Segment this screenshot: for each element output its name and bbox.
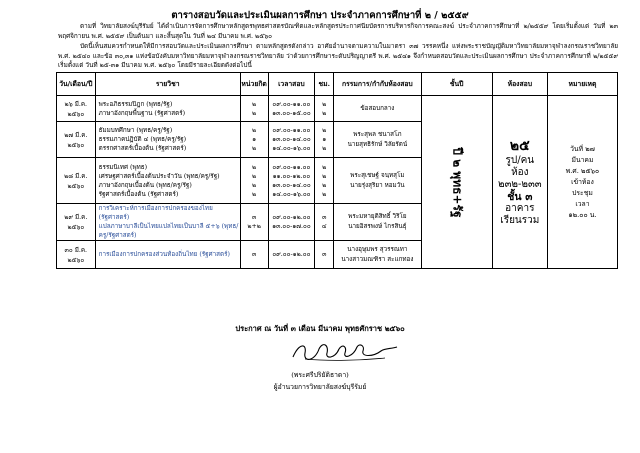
times-list: [268, 204, 315, 241]
note-line: ๑๒.๐๐ น.: [568, 210, 597, 219]
room-label: ห้อง: [511, 167, 529, 178]
hours-list: [315, 241, 334, 269]
times-value: ๐๙.๐๐-๑๑.๐๐: [272, 163, 311, 171]
room-cell: [492, 96, 547, 269]
subject-list: [95, 241, 240, 269]
header-room: ห้องสอบ: [492, 73, 547, 96]
signer-title: ผู้อำนวยการวิทยาลัยสงฆ์บุรีรัมย์: [273, 383, 367, 391]
exam-schedule-table: [56, 72, 618, 269]
table-row: [57, 96, 618, 122]
header-time: เวลาสอบ: [268, 73, 315, 96]
hours-value: ๒: [322, 145, 327, 152]
table-header-row: [57, 73, 618, 96]
credits-list: [240, 241, 268, 269]
committee-member: นายอิสรพงษ์ ไกรสินธุ์: [348, 223, 407, 230]
note-cell: [547, 96, 617, 269]
subject-name: พระอภิธรรมปิฎก (พุทธ/รัฐ): [98, 100, 173, 108]
room-capacity-unit: รูป/คน: [505, 155, 535, 166]
committee-member: ข้อสอบกลาง: [360, 104, 395, 112]
credits-value: ๒: [252, 127, 257, 134]
times-value: ๑๓.๐๐-๑๔.๐๐: [272, 181, 311, 189]
room-code: ๒๓๒-๒๓๓: [497, 179, 542, 190]
credits-value: ๒: [252, 190, 257, 198]
hours-value: ๒: [322, 127, 327, 134]
header-credits: หน่วยกิต: [240, 73, 268, 96]
announcement: ประกาศ ณ วันที่ ๓ เดือน มีนาคม พุทธศักราช ๒๕๖๐: [235, 324, 405, 333]
committee-member: นางอุษุมพร สุวรรณทา: [347, 245, 408, 253]
credits-value: ๒: [252, 172, 257, 180]
room-floor: ชั้น ๓: [507, 191, 533, 203]
hours-value: ๒: [322, 109, 327, 117]
subject-name: การเมืองการปกครองส่วนท้องถิ่นไทย (รัฐศาสตร์): [98, 251, 230, 258]
exam-date: ๒๖ มี.ค. ๒๕๖๐: [57, 96, 96, 122]
subject-list: [95, 96, 240, 122]
credits-value: ๒: [252, 109, 257, 117]
hours-value: ๒: [322, 181, 327, 189]
header-subject: รายวิชา: [95, 73, 240, 96]
note-line: พ.ศ. ๒๕๖๐: [565, 166, 600, 175]
times-list: [268, 241, 315, 269]
times-value: ๑๔.๐๐-๑๖.๐๐: [272, 190, 311, 198]
committee-member: นายสุทธิรักษ์ วิลัยรัตน์: [347, 140, 408, 148]
credits-value: ๒: [252, 181, 257, 189]
note-line: เวลา: [575, 199, 590, 208]
times-list: [268, 96, 315, 122]
times-list: [268, 158, 315, 204]
exam-date: ๒๙ มี.ค. ๒๕๖๐: [57, 204, 96, 241]
year-label: ปี ๒ พุทธ+รัฐ: [450, 146, 465, 218]
page-title: ตารางสอบวัดและประเมินผลการศึกษา ประจำภาคการศึกษาที่ ๒ / ๒๕๕๙: [171, 10, 469, 21]
room-capacity-number: ๒๕: [509, 138, 530, 154]
committee-member: พระสุพล ชนาสโภ: [353, 130, 402, 138]
hours-value: ๒: [322, 163, 327, 171]
times-value: ๐๙.๐๐-๑๒.๐๐: [272, 251, 311, 258]
credits-value: ๒: [252, 145, 257, 152]
times-value: ๑๓.๐๐-๑๗.๐๐: [272, 223, 311, 230]
hours-value: ๓: [322, 214, 327, 221]
subject-name: ธรรมภาคปฏิบัติ ๔ (พุทธ/ครู/รัฐ): [98, 136, 187, 143]
credits-value: ๑: [252, 136, 257, 143]
subject-list: [95, 158, 240, 204]
hours-list: [315, 158, 334, 204]
committee-member: นางสาวมณฑิรา สะแกทอง: [341, 255, 414, 263]
subject-name: การวิเคราะห์การเมืองการปกครองของไทย (รัฐศาสตร์): [98, 205, 213, 221]
hours-value: ๔: [321, 223, 327, 230]
hours-list: [315, 122, 334, 158]
hours-value: ๒: [322, 190, 327, 198]
hours-value: ๒: [322, 100, 327, 108]
hours-value: ๑: [322, 136, 327, 143]
subject-name: ธัมมบทศึกษา (พุทธ/ครู/รัฐ): [98, 127, 173, 134]
header-date: วัน/เดือน/ปี: [57, 73, 96, 96]
times-list: [268, 122, 315, 158]
committee-list: [334, 122, 421, 158]
times-value: ๑๔.๐๐-๑๖.๐๐: [272, 145, 311, 152]
credits-list: [240, 158, 268, 204]
credits-value: ๓: [251, 251, 257, 258]
times-value: ๐๙.๐๐-๑๒.๐๐: [272, 214, 311, 221]
header-year: ชั้นปี: [421, 73, 492, 96]
exam-date: ๓๐ มี.ค. ๒๕๖๐: [57, 241, 96, 269]
committee-list: [334, 204, 421, 241]
times-value: ๐๙.๐๐-๑๑.๐๐: [272, 100, 311, 108]
room-building-1: อาคาร: [505, 203, 535, 214]
credits-list: [240, 204, 268, 241]
committee-list: [334, 96, 421, 122]
header-hours: ชม.: [315, 73, 334, 96]
credits-value: ๒: [252, 163, 257, 171]
intro-paragraph-1: ตามที่ วิทยาลัยสงฆ์บุรีรัมย์ ได้ดำเนินการจัดการศึกษาหลักสูตรพุทธศาสตรบัณฑิตและหลักสูตรประกาศนียบัตรการบริหารกิจการคณะสงฆ์ ประจำภาคการศึกษาที่ ๒/๒๕๕๙ โดยเริ่มตั้งแต่ วันที่ ๒๓ พฤศจิกายน พ.ศ. ๒๕๕๙ เป็นต้นมา และสิ้นสุดใน วันที่ ๒๔ มีนาคม พ.ศ. ๒๕๖๐: [58, 22, 618, 40]
subject-name: รัฐศาสตร์เบื้องต้น (รัฐศาสตร์): [98, 190, 179, 198]
credits-list: [240, 122, 268, 158]
signature-image: [285, 339, 405, 365]
subject-name: ตรรกศาสตร์เบื้องต้น (รัฐศาสตร์): [98, 145, 187, 152]
subject-name: ภาษาอังกฤษพื้นฐาน (รัฐศาสตร์): [98, 109, 186, 117]
committee-list: [334, 241, 421, 269]
times-value: ๑๑.๐๐-๑๒.๐๐: [272, 172, 311, 180]
subject-name: แปลภาษาบาลีเป็นไทยแปลไทยเป็นบาลี ๕+๖ (พุทธ/ครู/รัฐศาสตร์): [98, 223, 239, 239]
times-value: ๐๙.๐๐-๑๑.๐๐: [272, 127, 311, 134]
subject-name: ภาษาอังกฤษเบื้องต้น (พุทธ/ครู/รัฐ): [98, 181, 192, 189]
hours-list: [315, 96, 334, 122]
credits-value: ๓: [251, 214, 257, 221]
hours-value: ๒: [322, 172, 327, 180]
subject-name: ธรรมนิเทศ (พุทธ): [98, 163, 148, 171]
note-line: วันที่ ๒๗: [570, 144, 595, 153]
credits-value: ๒: [252, 100, 257, 108]
times-value: ๑๓.๐๐-๑๕.๐๐: [272, 109, 311, 117]
credits-value: ๒+๒: [247, 223, 261, 230]
signer-block: [0, 369, 640, 393]
committee-list: [334, 158, 421, 204]
header-note: หมายเหตุ: [547, 73, 617, 96]
intro-paragraph-2: บัดนี้เห็นสมควรกำหนดให้มีการสอบวัดและประเมินผลการศึกษา ตามหลักสูตรดังกล่าว อาศัยอำนาจตามความในมาตรา ๓๗ วรรคหนึ่ง แห่งพระราชบัญญัติมหาวิทยาลัยมหาจุฬาลงกรณราชวิทยาลัย พ.ศ. ๒๕๔๐ และข้อ ๓๐,๓๑ แห่งข้อบังคับมหาวิทยาลัยมหาจุฬาลงกรณราชวิทยาลัย ว่าด้วยการศึกษาระดับปริญญาตรี พ.ศ. ๒๕๔๑ จึงกำหนดสอบวัดและประเมินผลการศึกษา ประจำภาคการศึกษาที่ ๒/๒๕๕๙ เริ่มตั้งแต่ วันที่ ๒๕-๓๑ มีนาคม พ.ศ. ๒๕๖๐ โดยมีรายละเอียดดังต่อไปนี้: [58, 42, 618, 70]
subject-name: เศรษฐศาสตร์เบื้องต้นประจำวัน (พุทธ/ครู/รัฐ): [98, 172, 220, 180]
hours-list: [315, 204, 334, 241]
note-line: เข้าห้อง: [571, 177, 594, 186]
subject-list: [95, 204, 240, 241]
exam-date: ๒๗ มี.ค. ๒๕๖๐: [57, 122, 96, 158]
committee-member: พระมหายุติสิทธิ์ วิริโย: [348, 213, 407, 220]
hours-value: ๓: [322, 251, 327, 258]
year-cell: [421, 96, 492, 269]
committee-member: พระสุเชษฐ์ จนฺทสุโม: [350, 171, 405, 179]
note-line: มีนาคม: [571, 155, 594, 164]
signer-name: (พระศรีปริยัติธาดา): [291, 371, 349, 379]
times-value: ๑๓.๐๐-๑๔.๐๐: [272, 136, 311, 143]
room-building-2: เรียนรวม: [500, 215, 540, 226]
subject-list: [95, 122, 240, 158]
header-committee: กรรมการ/กำกับห้องสอบ: [334, 73, 421, 96]
note-line: ประชุม: [572, 188, 593, 197]
credits-list: [240, 96, 268, 122]
exam-date: ๒๘ มี.ค. ๒๕๖๐: [57, 158, 96, 204]
committee-member: นายรุ่งสุริยา หอมวัน: [350, 181, 405, 189]
